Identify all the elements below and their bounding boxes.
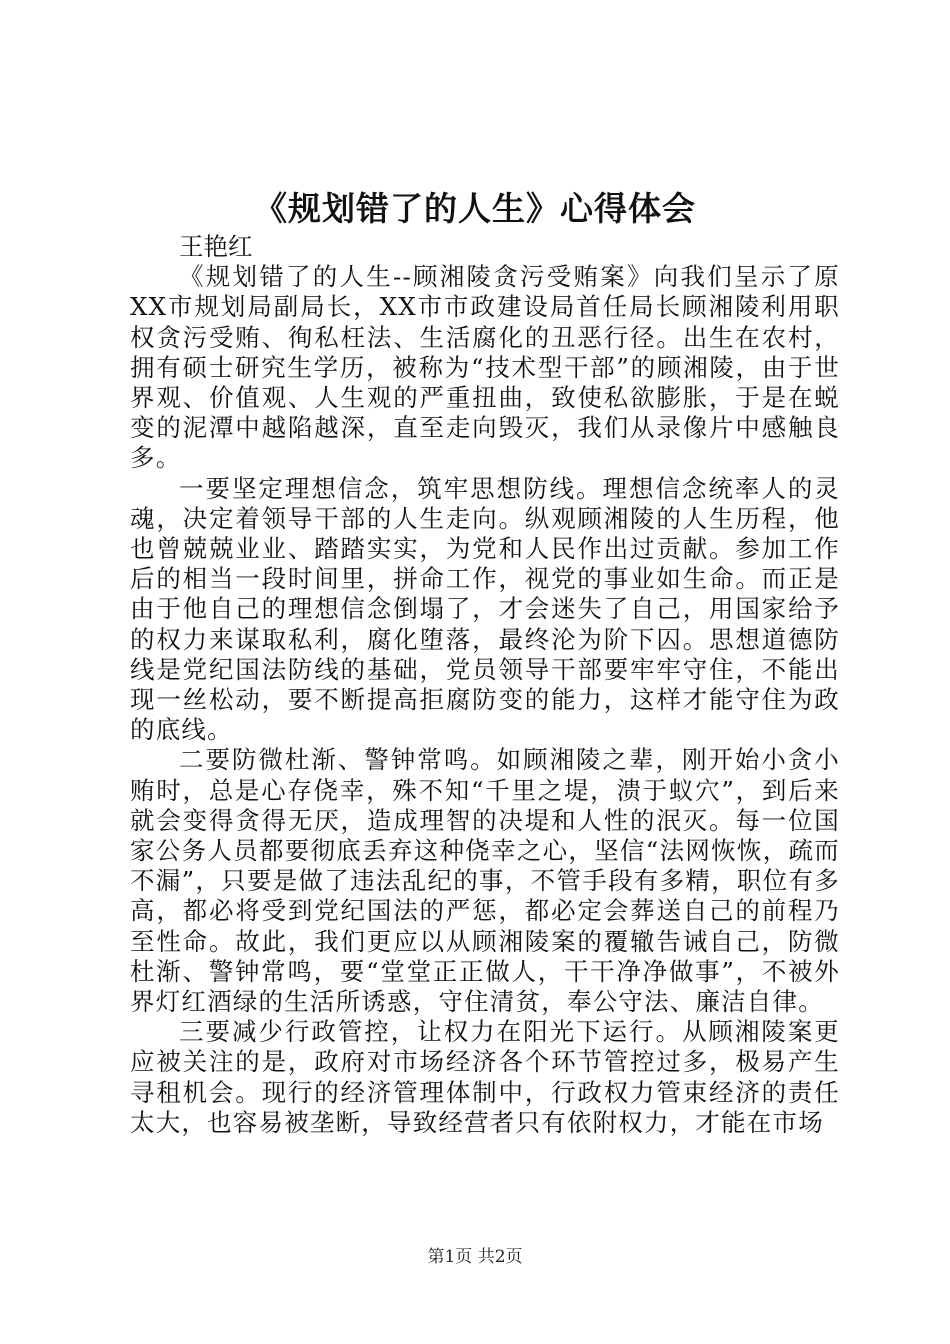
author-name: 王艳红 (179, 232, 253, 261)
paragraph-point-three: 三要减少行政管控，让权力在阳光下运行。从顾湘陵案更应被关注的是，政府对市场经济各个环节管控过多，极易产生寻租机会。现行的经济管理体制中，行政权力管束经济的责任太大，也容易被垄断，导致经营者只有依附权力，才能在市场 (130, 1017, 840, 1137)
paragraph-point-one: 一要坚定理想信念，筑牢思想防线。理想信念统率人的灵魂，决定着领导干部的人生走向。纵观顾湘陵的人生历程，他也曾兢兢业业、踏踏实实，为党和人民作出过贡献。参加工作后的相当一段时间里，拼命工作，视党的事业如生命。而正是由于他自己的理想信念倒塌了，才会迷失了自己，用国家给予的权力来谋取私利，腐化堕落，最终沦为阶下囚。思想道德防线是党纪国法防线的基础，党员领导干部要牢牢守住，不能出现一丝松动，要不断提高拒腐防变的能力，这样才能守住为政的底线。 (130, 473, 840, 745)
page-footer: 第1页 共2页 (427, 1247, 523, 1267)
document-body (130, 232, 840, 1138)
paragraph-point-two: 二要防微杜渐、警钟常鸣。如顾湘陵之辈，刚开始小贪小贿时，总是心存侥幸，殊不知“千里之堤，溃于蚁穴”，到后来就会变得贪得无厌，造成理智的决堤和人性的泯灭。每一位国家公务人员都要彻底丢弃这种侥幸之心，坚信“法网恢恢，疏而不漏”，只要是做了违法乱纪的事，不管手段有多精，职位有多高，都必将受到党纪国法的严惩，都必定会葬送自己的前程乃至性命。故此，我们更应以从顾湘陵案的覆辙告诫自己，防微杜渐、警钟常鸣，要“堂堂正正做人，干干净净做事”，不被外界灯红酒绿的生活所诱惑，守住清贫，奉公守法、廉洁自律。 (130, 745, 840, 1017)
document-title: 《规划错了的人生》心得体会 (254, 189, 696, 228)
paragraph-intro: 《规划错了的人生--顾湘陵贪污受贿案》向我们呈示了原XX市规划局副局长，XX市市政建设局首任局长顾湘陵利用职权贪污受贿、徇私枉法、生活腐化的丑恶行径。出生在农村，拥有硕士研究生学历，被称为“技术型干部”的顾湘陵，由于世界观、价值观、人生观的严重扭曲，致使私欲膨胀，于是在蜕变的泥潭中越陷越深，直至走向毁灭，我们从录像片中感触良多。 (130, 262, 840, 473)
